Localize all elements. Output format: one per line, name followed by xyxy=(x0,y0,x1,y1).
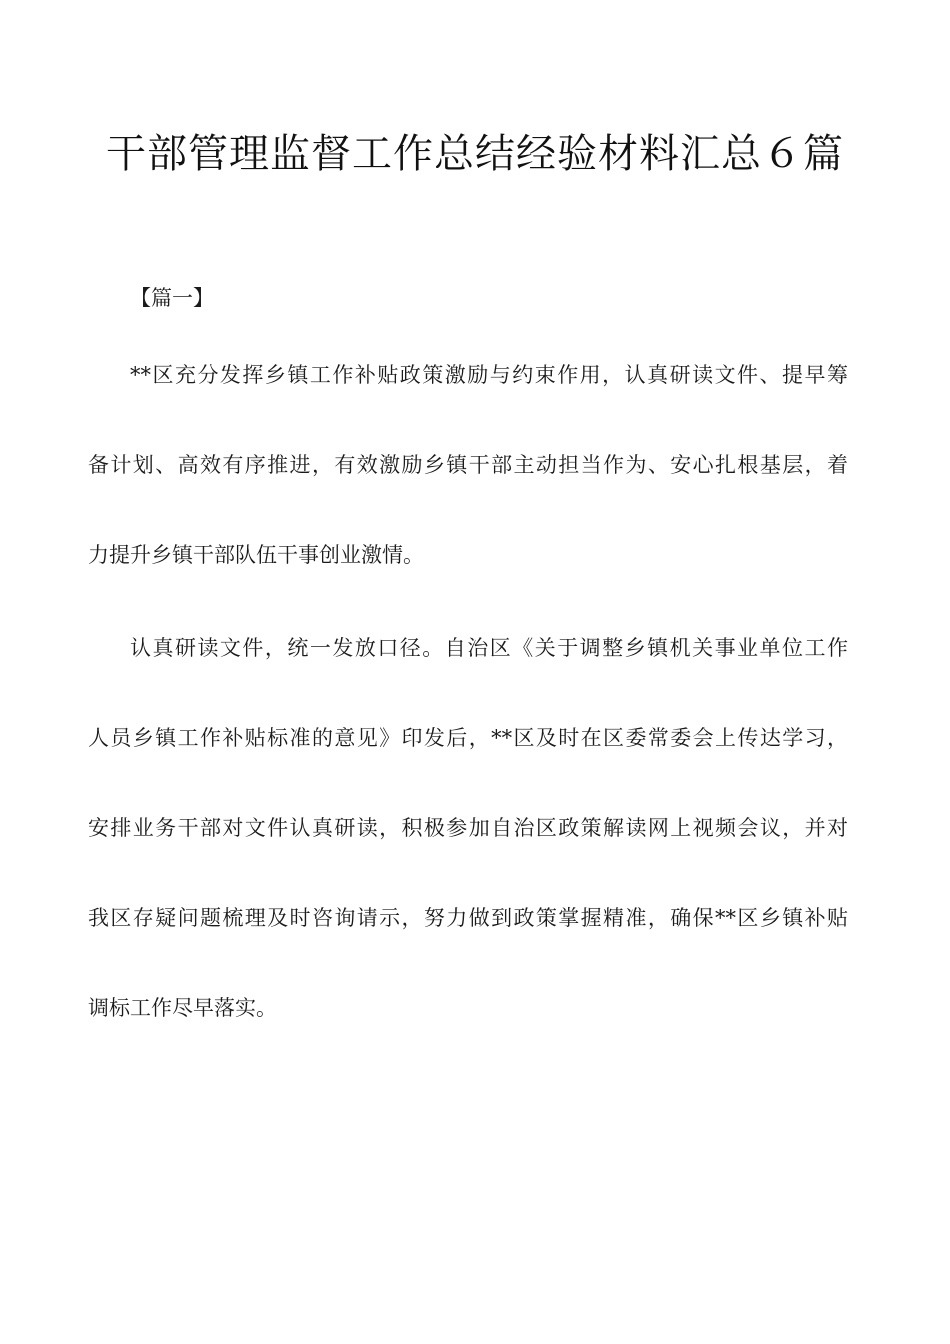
paragraph-1 xyxy=(88,360,848,630)
section-label: 【篇一】 xyxy=(130,286,214,310)
document-title: 干部管理监督工作总结经验材料汇总６篇 xyxy=(106,131,844,177)
paragraph-line: 人员乡镇工作补贴标准的意见》印发后，**区及时在区委常委会上传达学习， xyxy=(88,726,848,750)
paragraph-line: 力提升乡镇干部队伍干事创业激情。 xyxy=(88,543,424,567)
paragraph-line: 备计划、高效有序推进，有效激励乡镇干部主动担当作为、安心扎根基层，着 xyxy=(88,453,848,477)
paragraph-line: **区充分发挥乡镇工作补贴政策激励与约束作用，认真研读文件、提早筹 xyxy=(130,363,848,387)
paragraph-line: 我区存疑问题梳理及时咨询请示，努力做到政策掌握精准，确保**区乡镇补贴 xyxy=(88,906,848,930)
paragraph-line: 调标工作尽早落实。 xyxy=(88,996,277,1020)
paragraph-2 xyxy=(88,633,848,1083)
paragraph-line: 安排业务干部对文件认真研读，积极参加自治区政策解读网上视频会议，并对 xyxy=(88,816,848,840)
paragraph-line: 认真研读文件，统一发放口径。自治区《关于调整乡镇机关事业单位工作 xyxy=(130,636,848,660)
